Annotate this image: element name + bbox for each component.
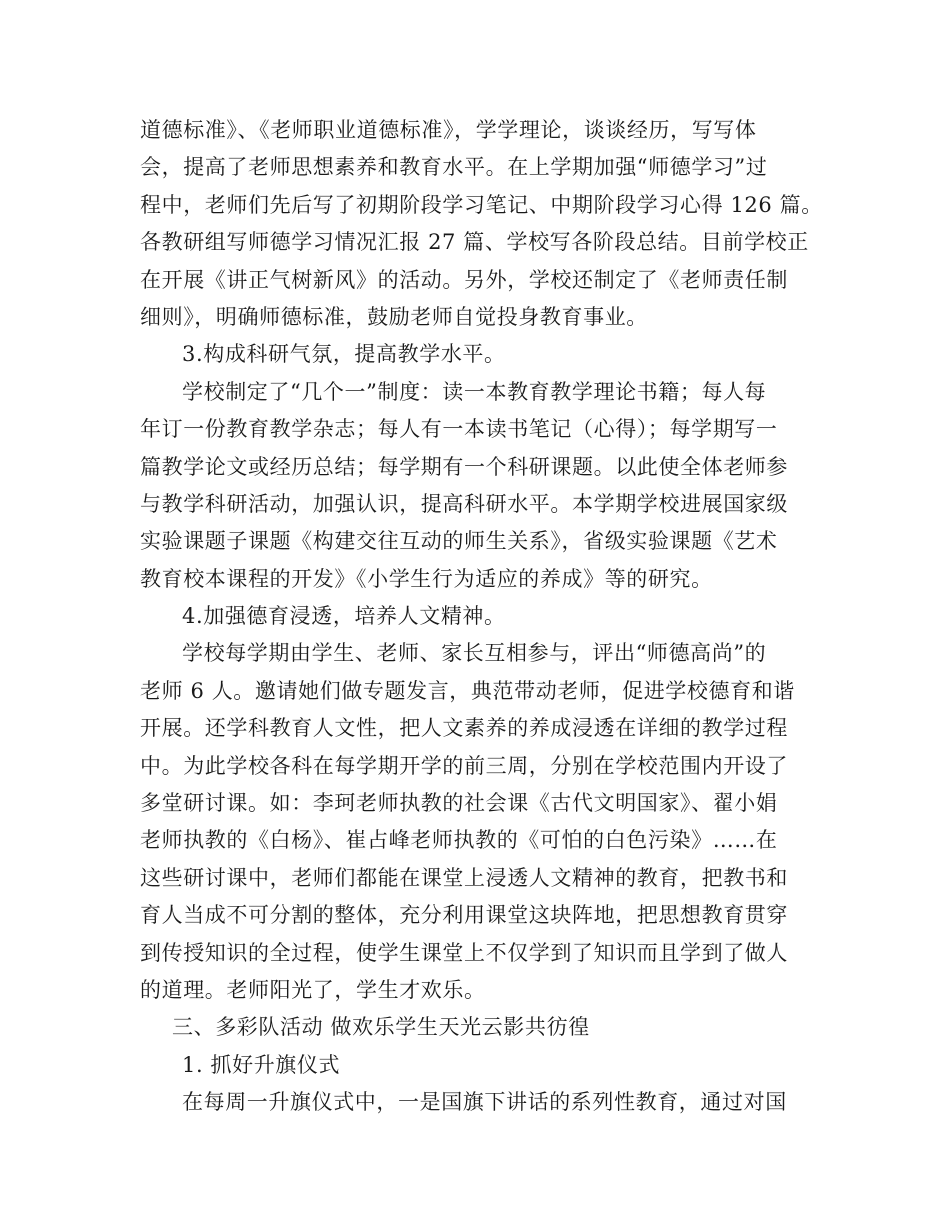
text-line: 学校每学期由学生、老师、家长互相参与，评出“师德高尚”的 — [182, 641, 767, 666]
text-line: 开展。还学科教育人文性，把人文素养的养成浸透在详细的教学过程 — [140, 716, 788, 741]
text-line: 会，提高了老师思想素养和教育水平。在上学期加强“师德学习”过 — [140, 155, 768, 180]
text-line: 与教学科研活动，加强认识，提高科研水平。本学期学校进展国家级 — [140, 491, 788, 516]
text-line: 篇教学论文或经历总结；每学期有一个科研课题。以此使全体老师参 — [140, 454, 788, 479]
text-line: 年订一份教育教学杂志；每人有一本读书笔记（心得）；每学期写一 — [140, 417, 778, 442]
text-line: 在开展《讲正气树新风》的活动。另外，学校还制定了《老师责任制 — [140, 267, 788, 292]
text-line: 老师执教的《白杨》、崔占峰老师执教的《可怕的白色污染》……在 — [140, 828, 778, 853]
document-page — [140, 112, 823, 1122]
text-line: 在每周一升旗仪式中，一是国旗下讲话的系列性教育，通过对国 — [182, 1090, 787, 1115]
text-line: 4.加强德育浸透，培养人文精神。 — [182, 604, 506, 629]
text-line: 到传授知识的全过程，使学生课堂上不仅学到了知识而且学到了做人 — [140, 940, 788, 965]
text-line: 老师 6 人。邀请她们做专题发言，典范带动老师，促进学校德育和谐 — [140, 678, 795, 703]
text-line: 细则》，明确师德标准，鼓励老师自觉投身教育事业。 — [140, 304, 648, 329]
text-line: 中。为此学校各科在每学期开学的前三周，分别在学校范围内开设了 — [140, 753, 788, 778]
text-line: 这些研讨课中，老师们都能在课堂上浸透人文精神的教育，把教书和 — [140, 865, 788, 890]
text-line: 的道理。老师阳光了，学生才欢乐。 — [140, 977, 486, 1002]
text-line: 多堂研讨课。如：李珂老师执教的社会课《古代文明国家》、翟小娟 — [140, 791, 778, 816]
text-line: 3.构成科研气氛，提高教学水平。 — [182, 342, 506, 367]
text-line: 道德标准》、《老师职业道德标准》，学学理论，谈谈经历，写写体 — [140, 118, 757, 142]
text-line: 实验课题子课题《构建交往互动的师生关系》，省级实验课题《艺术 — [140, 529, 778, 554]
text-line: 学校制定了“几个一”制度：读一本教育教学理论书籍；每人每 — [182, 379, 767, 404]
text-line: 程中，老师们先后写了初期阶段学习笔记、中期阶段学习心得 126 篇。 — [140, 192, 823, 217]
text-line: 各教研组写师德学习情况汇报 27 篇、学校写各阶段总结。目前学校正 — [140, 230, 809, 255]
text-line: 三、多彩队活动 做欢乐学生天光云影共彷徨 — [172, 1015, 590, 1040]
text-line: 1. 抓好升旗仪式 — [182, 1052, 341, 1077]
text-line: 教育校本课程的开发》《小学生行为适应的养成》等的研究。 — [140, 566, 713, 591]
text-line: 育人当成不可分割的整体，充分利用课堂这块阵地，把思想教育贯穿 — [140, 903, 788, 928]
